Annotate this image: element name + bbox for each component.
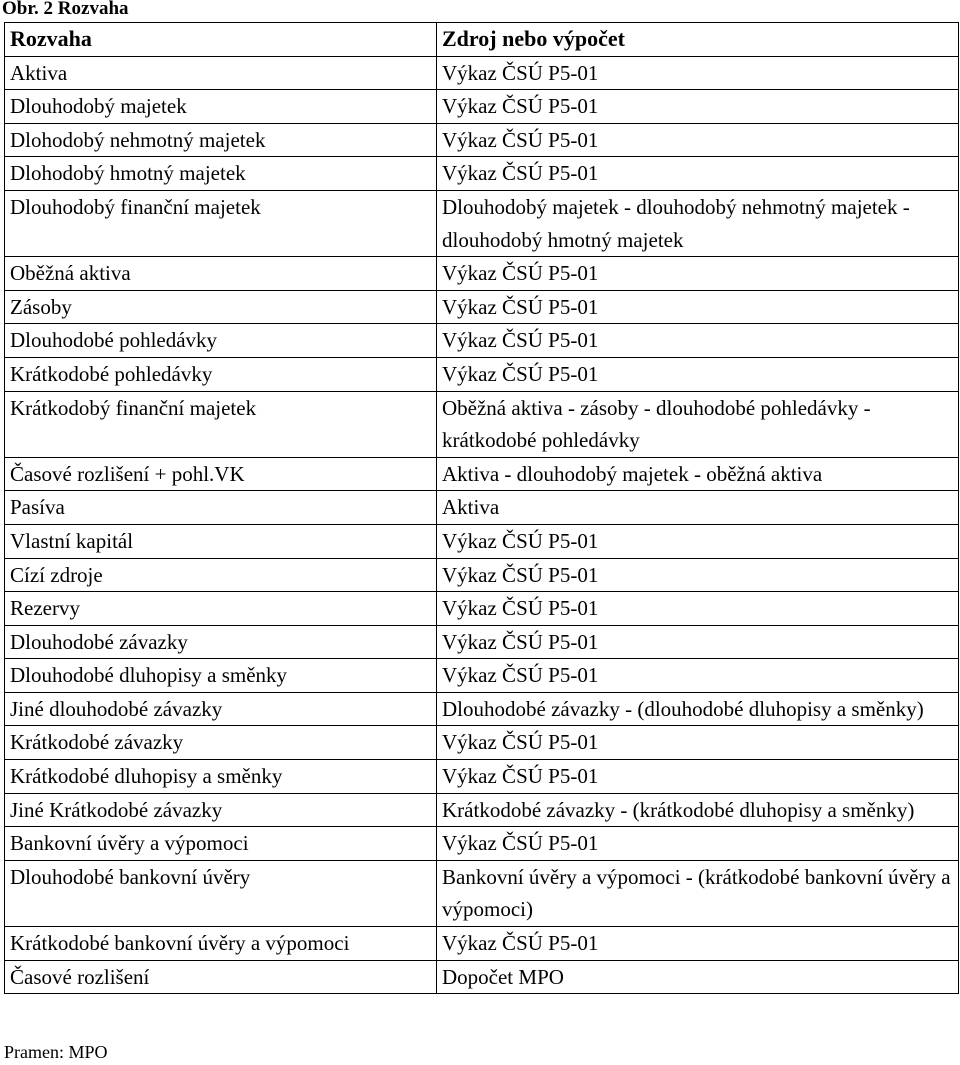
table-row <box>5 860 959 926</box>
figure-caption: Obr. 2 Rozvaha <box>2 0 129 19</box>
table-row <box>5 257 959 291</box>
table-row <box>5 123 959 157</box>
row-item-source: Výkaz ČSÚ P5-01 <box>437 56 959 90</box>
table-row <box>5 157 959 191</box>
row-item-source: Aktiva <box>437 491 959 525</box>
source-note: Pramen: MPO <box>4 1042 108 1062</box>
table-row <box>5 391 959 457</box>
row-item-source: Dlouhodobý majetek - dlouhodobý nehmotný majetek - dlouhodobý hmotný majetek <box>437 190 959 256</box>
row-item-name: Krátkodobý finanční majetek <box>5 391 437 457</box>
table-row <box>5 592 959 626</box>
row-item-name: Zásoby <box>5 290 437 324</box>
table-row <box>5 793 959 827</box>
row-item-source: Krátkodobé závazky - (krátkodobé dluhopisy a směnky) <box>437 793 959 827</box>
row-item-name: Dlouhodobé pohledávky <box>5 324 437 358</box>
column-header-zdroj: Zdroj nebo výpočet <box>437 23 959 57</box>
row-item-name: Rezervy <box>5 592 437 626</box>
row-item-source: Aktiva - dlouhodobý majetek - oběžná aktiva <box>437 457 959 491</box>
row-item-name: Pasíva <box>5 491 437 525</box>
table-row <box>5 927 959 961</box>
row-item-source: Výkaz ČSÚ P5-01 <box>437 90 959 124</box>
table-row <box>5 760 959 794</box>
row-item-source: Výkaz ČSÚ P5-01 <box>437 357 959 391</box>
row-item-name: Aktiva <box>5 56 437 90</box>
row-item-name: Vlastní kapitál <box>5 524 437 558</box>
row-item-source: Výkaz ČSÚ P5-01 <box>437 123 959 157</box>
table-row <box>5 357 959 391</box>
table-row <box>5 692 959 726</box>
table-row <box>5 90 959 124</box>
table-row <box>5 290 959 324</box>
row-item-name: Časové rozlišení <box>5 960 437 994</box>
row-item-name: Dlouhodobé dluhopisy a směnky <box>5 659 437 693</box>
table-row <box>5 491 959 525</box>
row-item-name: Krátkodobé pohledávky <box>5 357 437 391</box>
table-row <box>5 56 959 90</box>
table-row <box>5 960 959 994</box>
row-item-source: Výkaz ČSÚ P5-01 <box>437 927 959 961</box>
balance-sheet-table <box>4 22 959 994</box>
row-item-source: Výkaz ČSÚ P5-01 <box>437 324 959 358</box>
row-item-name: Cízí zdroje <box>5 558 437 592</box>
row-item-name: Dlohodobý hmotný majetek <box>5 157 437 191</box>
row-item-name: Krátkodobé bankovní úvěry a výpomoci <box>5 927 437 961</box>
row-item-source: Výkaz ČSÚ P5-01 <box>437 760 959 794</box>
row-item-source: Oběžná aktiva - zásoby - dlouhodobé pohledávky - krátkodobé pohledávky <box>437 391 959 457</box>
row-item-source: Dopočet MPO <box>437 960 959 994</box>
table-row <box>5 190 959 256</box>
row-item-name: Jiné dlouhodobé závazky <box>5 692 437 726</box>
row-item-source: Výkaz ČSÚ P5-01 <box>437 257 959 291</box>
row-item-name: Bankovní úvěry a výpomoci <box>5 827 437 861</box>
row-item-source: Výkaz ČSÚ P5-01 <box>437 625 959 659</box>
row-item-name: Jiné Krátkodobé závazky <box>5 793 437 827</box>
row-item-source: Výkaz ČSÚ P5-01 <box>437 558 959 592</box>
column-header-rozvaha: Rozvaha <box>5 23 437 57</box>
table-row <box>5 625 959 659</box>
table-row <box>5 659 959 693</box>
table-row <box>5 524 959 558</box>
row-item-source: Bankovní úvěry a výpomoci - (krátkodobé bankovní úvěry a výpomoci) <box>437 860 959 926</box>
table-body <box>5 56 959 994</box>
table-header-row <box>5 23 959 57</box>
row-item-name: Časové rozlišení + pohl.VK <box>5 457 437 491</box>
row-item-name: Krátkodobé dluhopisy a směnky <box>5 760 437 794</box>
row-item-source: Výkaz ČSÚ P5-01 <box>437 592 959 626</box>
table-row <box>5 726 959 760</box>
row-item-source: Výkaz ČSÚ P5-01 <box>437 726 959 760</box>
row-item-name: Oběžná aktiva <box>5 257 437 291</box>
table-row <box>5 457 959 491</box>
row-item-name: Dlouhodobé bankovní úvěry <box>5 860 437 926</box>
row-item-name: Dlouhodobé závazky <box>5 625 437 659</box>
table-row <box>5 827 959 861</box>
row-item-name: Dlouhodobý finanční majetek <box>5 190 437 256</box>
table-row <box>5 324 959 358</box>
row-item-name: Krátkodobé závazky <box>5 726 437 760</box>
row-item-source: Výkaz ČSÚ P5-01 <box>437 659 959 693</box>
row-item-source: Výkaz ČSÚ P5-01 <box>437 827 959 861</box>
row-item-name: Dlohodobý nehmotný majetek <box>5 123 437 157</box>
row-item-source: Výkaz ČSÚ P5-01 <box>437 524 959 558</box>
table-row <box>5 558 959 592</box>
row-item-source: Dlouhodobé závazky - (dlouhodobé dluhopisy a směnky) <box>437 692 959 726</box>
row-item-source: Výkaz ČSÚ P5-01 <box>437 157 959 191</box>
row-item-source: Výkaz ČSÚ P5-01 <box>437 290 959 324</box>
row-item-name: Dlouhodobý majetek <box>5 90 437 124</box>
